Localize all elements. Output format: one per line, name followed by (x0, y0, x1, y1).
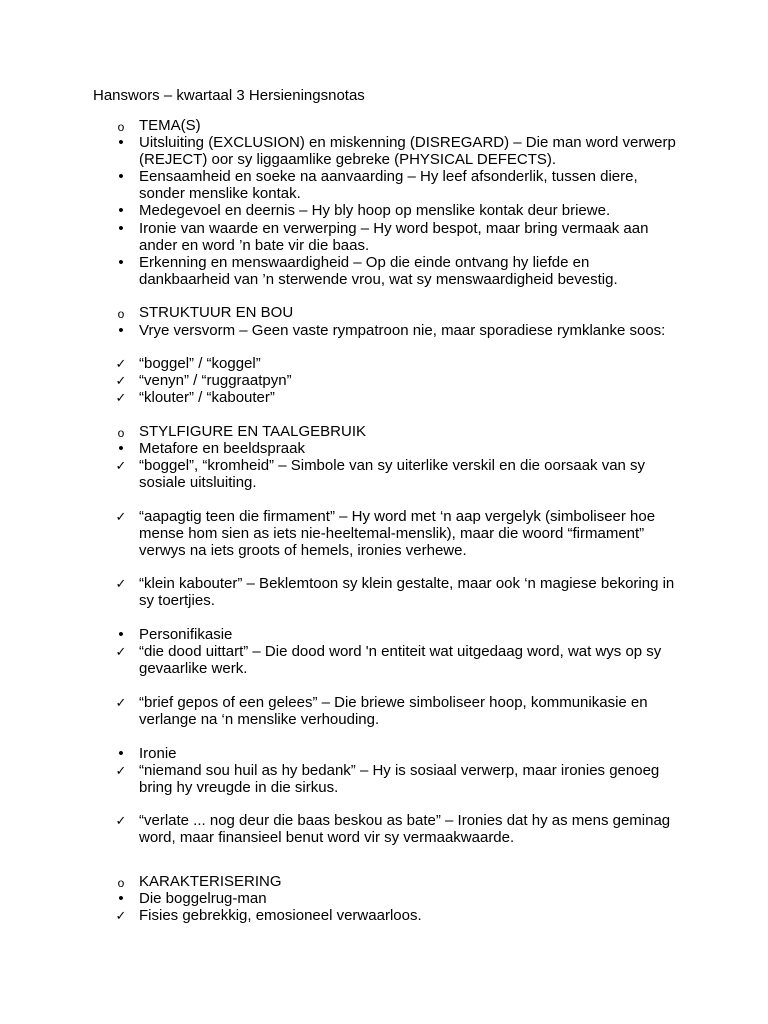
bullet-icon: • (118, 220, 124, 237)
section-heading-stylfigure: o STYLFIGURE EN TAALGEBRUIK (139, 423, 679, 440)
bullet-icon: • (118, 322, 124, 339)
document-title: Hanswors – kwartaal 3 Hersieningsnotas (93, 87, 365, 104)
bullet-icon: • (118, 626, 124, 643)
section-heading-struktuur: o STRUKTUUR EN BOU (139, 304, 679, 321)
list-item: • Erkenning en menswaardigheid – Op die einde ontvang hy liefde en dankbaarheid van ’n sterwende vrou, wat sy menswaardigheid bevestig. (139, 254, 679, 288)
checkmark-icon: ✓ (115, 509, 127, 524)
checkmark-icon: ✓ (115, 356, 127, 371)
list-item: • Uitsluiting (EXCLUSION) en miskenning (DISREGARD) – Die man word verwerp (REJECT) oor sy liggaamlike gebreke (PHYSICAL DEFECTS). (139, 134, 679, 168)
list-item: • Ironie (139, 745, 679, 762)
checkmark-icon: ✓ (115, 576, 127, 591)
checkmark-icon: ✓ (115, 763, 127, 778)
section-heading-karakterisering: o KARAKTERISERING (139, 873, 679, 890)
bullet-icon: • (118, 440, 124, 457)
bullet-icon: • (118, 254, 124, 271)
checkmark-icon: ✓ (115, 390, 127, 405)
list-item: • Metafore en beeldspraak (139, 440, 679, 457)
list-item: • Medegevoel en deernis – Hy bly hoop op menslike kontak deur briewe. (139, 202, 679, 219)
section-marker: o (117, 120, 125, 134)
list-item: ✓ “boggel”, “kromheid” – Simbole van sy uiterlike verskil en die oorsaak van sy sosiale uitsluiting. (139, 457, 679, 491)
list-item: ✓ Fisies gebrekkig, emosioneel verwaarloos. (139, 907, 679, 924)
checkmark-icon: ✓ (115, 373, 127, 388)
bullet-icon: • (118, 890, 124, 907)
section-heading-temas: o TEMA(S) (139, 117, 679, 134)
bullet-icon: • (118, 168, 124, 185)
section-marker: o (117, 426, 125, 440)
bullet-icon: • (118, 134, 124, 151)
list-item: ✓ “klouter” / “kabouter” (139, 389, 679, 406)
list-item: • Vrye versvorm – Geen vaste rympatroon nie, maar sporadiese rymklanke soos: (139, 322, 679, 339)
list-item: • Personifikasie (139, 626, 679, 643)
list-item: • Eensaamheid en soeke na aanvaarding – Hy leef afsonderlik, tussen diere, sonder menslike kontak. (139, 168, 679, 202)
list-item: ✓ “die dood uittart” – Die dood word 'n entiteit wat uitgedaag word, wat wys op sy gevaarlike werk. (139, 643, 679, 677)
section-marker: o (117, 307, 125, 321)
checkmark-icon: ✓ (115, 458, 127, 473)
section-marker: o (117, 876, 125, 890)
list-item: ✓ “klein kabouter” – Beklemtoon sy klein gestalte, maar ook ‘n magiese bekoring in sy toertjies. (139, 575, 679, 609)
list-item: • Ironie van waarde en verwerping – Hy word bespot, maar bring vermaak aan ander en word ’n bate vir die baas. (139, 220, 679, 254)
list-item: ✓ “brief gepos of een gelees” – Die briewe simboliseer hoop, kommunikasie en verlange na ‘n menslike verhouding. (139, 694, 679, 728)
list-item: ✓ “niemand sou huil as hy bedank” – Hy is sosiaal verwerp, maar ironies genoeg bring hy vreugde in die sirkus. (139, 762, 679, 796)
list-item: ✓ “verlate ... nog deur die baas beskou as bate” – Ironies dat hy as mens geminag word, maar finansieel benut word vir sy vermaakwaarde. (139, 812, 679, 846)
checkmark-icon: ✓ (115, 813, 127, 828)
bullet-icon: • (118, 745, 124, 762)
bullet-icon: • (118, 202, 124, 219)
list-item: • Die boggelrug-man (139, 890, 679, 907)
checkmark-icon: ✓ (115, 908, 127, 923)
checkmark-icon: ✓ (115, 695, 127, 710)
list-item: ✓ “boggel” / “koggel” (139, 355, 679, 372)
checkmark-icon: ✓ (115, 644, 127, 659)
list-item: ✓ “venyn” / “ruggraatpyn” (139, 372, 679, 389)
list-item: ✓ “aapagtig teen die firmament” – Hy word met ‘n aap vergelyk (simboliseer hoe mense hom sien as iets nie-heeltemal-menslik), maar die woord “firmament” verwys na iets groots of hemels, ironies verhewe. (139, 508, 679, 559)
